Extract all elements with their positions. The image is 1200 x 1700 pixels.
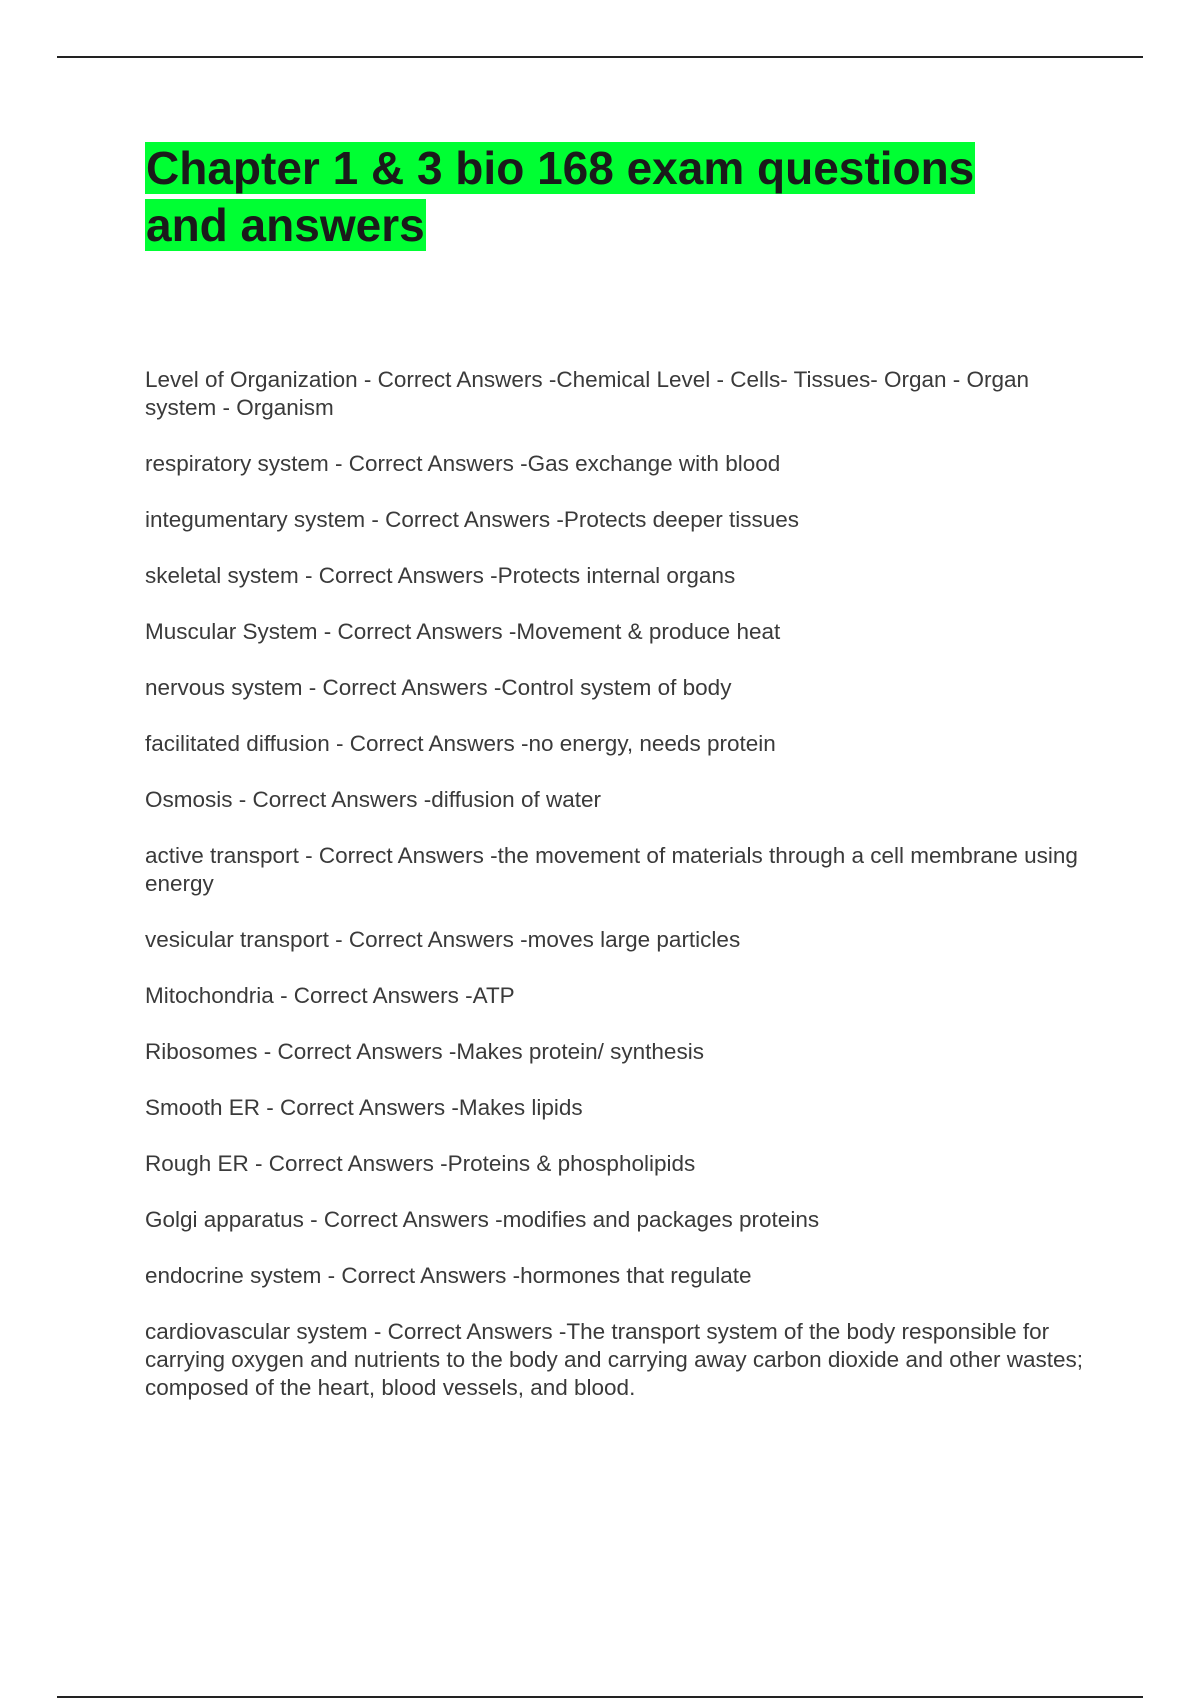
qa-entry-nervous-system: nervous system - Correct Answers -Control system of body	[145, 675, 732, 700]
qa-entry-golgi-apparatus: Golgi apparatus - Correct Answers -modifies and packages proteins	[145, 1207, 820, 1232]
qa-entry-level-of-organization: Level of Organization - Correct Answers -Chemical Level - Cells- Tissues- Organ - Organ system - Organism	[145, 367, 1030, 420]
qa-entry-muscular-system: Muscular System - Correct Answers -Movement & produce heat	[145, 619, 781, 644]
qa-entry-facilitated-diffusion: facilitated diffusion - Correct Answers -no energy, needs protein	[145, 731, 776, 756]
qa-entry-ribosomes: Ribosomes - Correct Answers -Makes protein/ synthesis	[145, 1039, 704, 1064]
qa-entry-rough-er: Rough ER - Correct Answers -Proteins & phospholipids	[145, 1151, 696, 1176]
title-block	[145, 140, 1045, 254]
qa-entry-mitochondria: Mitochondria - Correct Answers -ATP	[145, 983, 515, 1008]
qa-entry-endocrine-system: endocrine system - Correct Answers -hormones that regulate	[145, 1263, 752, 1288]
qa-list	[145, 366, 1095, 1430]
document-title	[145, 140, 1045, 254]
qa-entry-cardiovascular-system: cardiovascular system - Correct Answers -The transport system of the body responsible for carrying oxygen and nutrients to the body and carrying away carbon dioxide and other wastes; composed of the heart, blood vessels, and blood.	[145, 1319, 1084, 1400]
qa-entry-smooth-er: Smooth ER - Correct Answers -Makes lipids	[145, 1095, 583, 1120]
footer-rule	[57, 1696, 1143, 1698]
qa-entry-osmosis: Osmosis - Correct Answers -diffusion of water	[145, 787, 601, 812]
qa-entry-respiratory-system: respiratory system - Correct Answers -Gas exchange with blood	[145, 451, 781, 476]
qa-entry-skeletal-system: skeletal system - Correct Answers -Protects internal organs	[145, 563, 736, 588]
qa-entry-integumentary-system: integumentary system - Correct Answers -Protects deeper tissues	[145, 507, 799, 532]
header-rule	[57, 56, 1143, 58]
title-highlight: Chapter 1 & 3 bio 168 exam questions and answers	[146, 142, 975, 251]
qa-entry-vesicular-transport: vesicular transport - Correct Answers -moves large particles	[145, 927, 741, 952]
qa-entry-active-transport: active transport - Correct Answers -the movement of materials through a cell membrane using energy	[145, 843, 1078, 896]
